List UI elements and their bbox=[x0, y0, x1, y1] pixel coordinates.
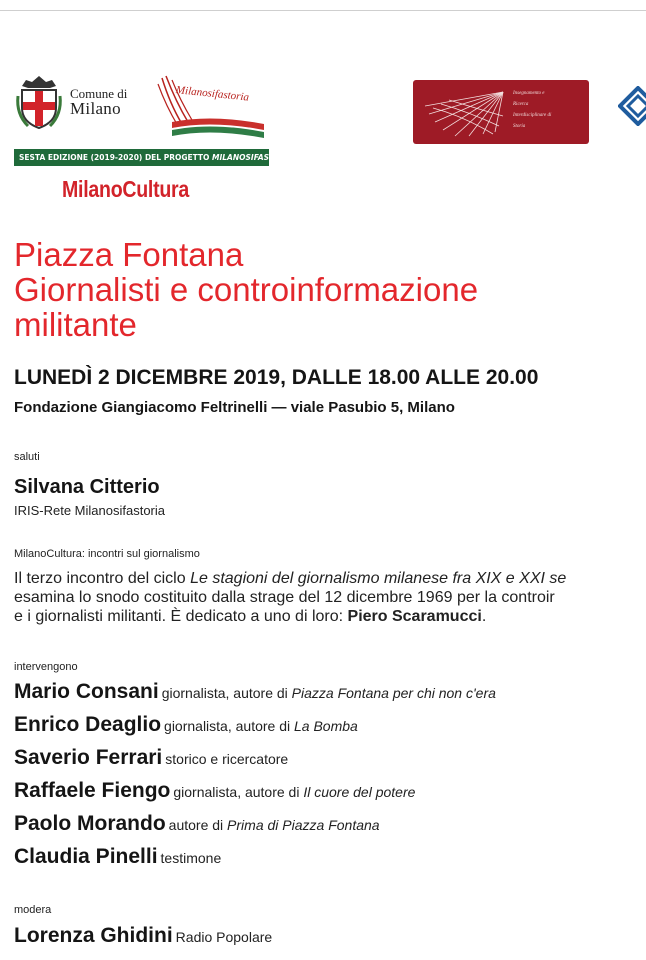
speaker-name: Mario Consani bbox=[14, 680, 159, 703]
comune-di-milano-logo bbox=[14, 74, 127, 130]
speakers-list bbox=[14, 680, 496, 878]
milanosifastoria-wordmark: Milanosifastoria bbox=[175, 84, 250, 104]
iris-line-4: Storia bbox=[513, 124, 526, 129]
greetings-org: IRIS-Rete Milanosifastoria bbox=[14, 503, 165, 518]
desc-line3-c: . bbox=[481, 608, 487, 625]
list-item bbox=[14, 779, 496, 812]
desc-line3-b: Piero Scaramucci bbox=[347, 608, 482, 625]
desc-line1-a: Il terzo incontro del ciclo bbox=[14, 570, 191, 587]
edition-banner bbox=[14, 149, 295, 166]
list-item bbox=[14, 680, 496, 713]
edition-banner-project: MILANOSIFASTORIA bbox=[212, 153, 295, 162]
speaker-desc: giornalista, autore di bbox=[164, 718, 294, 734]
title-line-2: Giornalisti e controinformazione bbox=[14, 271, 479, 308]
speaker-work: La Bomba bbox=[294, 718, 358, 734]
iris-line-3: Interdisciplinare di bbox=[513, 113, 552, 118]
moderator-label: modera bbox=[14, 904, 52, 916]
greetings-label: saluti bbox=[14, 451, 40, 463]
milanocultura-logo: MilanoCultura bbox=[62, 176, 190, 202]
edition-banner-prefix: SESTA EDIZIONE (2019-2020) DEL PROGETTO bbox=[19, 153, 213, 162]
speaker-name: Raffaele Fiengo bbox=[14, 779, 171, 802]
iris-line-2: Ricerca bbox=[513, 102, 529, 107]
milano-crest-icon bbox=[14, 74, 64, 130]
speaker-desc: testimone bbox=[160, 850, 222, 866]
greetings-name: Silvana Citterio bbox=[14, 476, 160, 498]
speaker-name: Enrico Deaglio bbox=[14, 713, 162, 736]
speaker-desc: storico e ricercatore bbox=[165, 751, 289, 767]
iris-logo bbox=[413, 80, 589, 144]
speaker-work: Piazza Fontana per chi non c'era bbox=[291, 685, 496, 701]
partner-diamond-logo-icon bbox=[618, 86, 646, 126]
series-label: MilanoCultura: incontri sul giornalismo bbox=[14, 548, 200, 560]
speaker-work: Il cuore del potere bbox=[303, 784, 416, 800]
milanosifastoria-logo bbox=[152, 74, 277, 142]
speaker-name: Paolo Morando bbox=[14, 812, 166, 835]
list-item bbox=[14, 713, 496, 746]
speaker-name: Claudia Pinelli bbox=[14, 845, 158, 868]
desc-line2: esamina lo snodo costituito dalla strage del 12 dicembre 1969 per la controir bbox=[14, 589, 555, 606]
event-date-time: LUNEDÌ 2 DICEMBRE 2019, DALLE 18.00 ALLE 20.00 bbox=[14, 366, 539, 389]
speakers-label: intervengono bbox=[14, 661, 78, 673]
speaker-work: Prima di Piazza Fontana bbox=[227, 817, 380, 833]
desc-line3-a: e i giornalisti militanti. È dedicato a uno di loro: bbox=[14, 608, 348, 625]
list-item bbox=[14, 746, 496, 779]
list-item bbox=[14, 845, 496, 878]
speaker-desc: giornalista, autore di bbox=[161, 685, 292, 701]
series-description bbox=[14, 569, 646, 626]
event-venue: Fondazione Giangiacomo Feltrinelli — viale Pasubio 5, Milano bbox=[14, 399, 455, 416]
speaker-desc: giornalista, autore di bbox=[173, 784, 304, 800]
list-item bbox=[14, 812, 496, 845]
desc-line1-b: Le stagioni del giornalismo milanese fra XIX e XXI se bbox=[190, 570, 567, 587]
title-line-1: Piazza Fontana bbox=[14, 236, 244, 273]
milano-label: Milano bbox=[70, 99, 121, 118]
title-line-3: militante bbox=[14, 306, 137, 343]
moderator-name: Lorenza Ghidini bbox=[14, 924, 173, 947]
speaker-desc: autore di bbox=[168, 817, 228, 833]
radial-lines-icon bbox=[423, 86, 513, 138]
moderator bbox=[14, 924, 272, 957]
moderator-org: Radio Popolare bbox=[175, 929, 273, 945]
top-divider bbox=[0, 10, 646, 11]
speaker-name: Saverio Ferrari bbox=[14, 746, 163, 769]
comune-label: Comune di bbox=[70, 86, 128, 101]
event-title bbox=[14, 237, 478, 342]
iris-line-1: Insegnamento e bbox=[513, 91, 545, 96]
book-feather-icon bbox=[152, 74, 277, 142]
